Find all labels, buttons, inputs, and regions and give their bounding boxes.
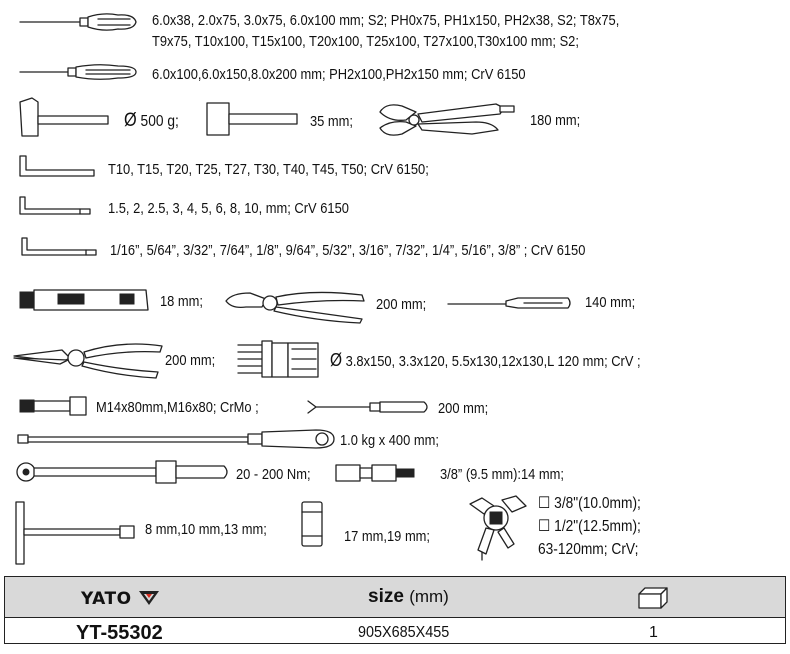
socket-bit-icon bbox=[18, 395, 90, 417]
hammer-icon bbox=[16, 96, 112, 140]
package-dimensions: 905X685X455 bbox=[358, 624, 450, 641]
hex-keys-mm-text: 1.5, 2, 2.5, 3, 4, 5, 6, 8, 10, mm; CrV 6150 bbox=[108, 200, 349, 217]
oil-filter-wrench-text-1: ☐ 3/8"(10.0mm); bbox=[538, 495, 641, 512]
diameter-symbol: Ø bbox=[124, 110, 137, 131]
screwdrivers-s2-text-2: T9x75, T10x100, T15x100, T20x100, T25x100, T27x100,T30x100 mm; S2; bbox=[152, 33, 579, 50]
t-handle-sizes-text: 8 mm,10 mm,13 mm; bbox=[145, 521, 267, 538]
socket-bits-text: M14x80mm,M16x80; CrMo ; bbox=[96, 399, 259, 416]
pick-tool-icon bbox=[306, 397, 432, 417]
precision-drivers-text: Ø 3.8x150, 3.3x120, 5.5x130,12x130,L 120 mm; CrV ; bbox=[330, 350, 641, 370]
universal-joint-text: 3/8” (9.5 mm):14 mm; bbox=[440, 466, 565, 483]
diameter-symbol: Ø bbox=[330, 350, 343, 370]
torque-wrench-icon bbox=[14, 458, 232, 486]
screwdrivers-crv-text: 6.0x100,6.0x150,8.0x200 mm; PH2x100,PH2x150 mm; CrV 6150 bbox=[152, 66, 526, 83]
hammer-weight-text: Ø 500 g; bbox=[124, 110, 179, 131]
oil-filter-wrench-text-3: 63-120mm; CrV; bbox=[538, 541, 639, 558]
spec-table bbox=[4, 576, 786, 644]
square-symbol: ☐ bbox=[538, 518, 551, 535]
spark-plug-sockets-text: 17 mm,19 mm; bbox=[344, 528, 431, 545]
locking-pliers-size-text: 180 mm; bbox=[530, 112, 581, 129]
package-quantity: 1 bbox=[649, 624, 658, 641]
awl-size-text: 140 mm; bbox=[585, 294, 636, 311]
combination-pliers-size-text: 200 mm; bbox=[376, 296, 427, 313]
oil-filter-wrench-text-2: ☐ 1/2"(12.5mm); bbox=[538, 518, 641, 535]
pick-tool-size-text: 200 mm; bbox=[438, 400, 489, 417]
hex-key-mm-icon bbox=[18, 195, 94, 217]
cutter-knife-icon bbox=[18, 286, 150, 316]
awl-icon bbox=[446, 292, 574, 314]
screwdriver-short-icon bbox=[18, 60, 138, 84]
screwdrivers-s2-text-1: 6.0x38, 2.0x75, 3.0x75, 6.0x100 mm; S2; PH0x75, PH1x150, PH2x38, S2; T8x75, bbox=[152, 12, 620, 29]
box-icon bbox=[637, 586, 669, 610]
brand-logo: YATO bbox=[81, 589, 160, 609]
chisel-icon bbox=[205, 101, 301, 137]
screwdriver-long-icon bbox=[18, 8, 138, 36]
snips-size-text: 200 mm; bbox=[165, 352, 216, 369]
locking-pliers-icon bbox=[376, 100, 518, 140]
yato-logo-mark bbox=[138, 590, 160, 606]
precision-drivers-icon bbox=[236, 339, 324, 379]
chisel-size-text: 35 mm; bbox=[310, 113, 354, 130]
hex-keys-inch-text: 1/16”, 5/64”, 3/32”, 7/64”, 1/8”, 9/64”, 5/32”, 3/16”, 7/32”, 1/4”, 5/16”, 3/8” ; CrV 6150 bbox=[110, 242, 586, 259]
size-column-header: size (mm) bbox=[368, 586, 449, 607]
torx-key-icon bbox=[18, 154, 98, 178]
universal-joint-icon bbox=[334, 462, 420, 484]
square-symbol: ☐ bbox=[538, 495, 551, 512]
torx-keys-text: T10, T15, T20, T25, T27, T30, T40, T45, T50; CrV 6150; bbox=[108, 161, 429, 178]
t-handle-wrench-icon bbox=[14, 500, 136, 568]
hex-key-inch-icon bbox=[20, 236, 100, 258]
combination-pliers-icon bbox=[222, 285, 370, 325]
spec-table-header bbox=[5, 577, 785, 618]
oil-filter-wrench-icon bbox=[464, 494, 532, 564]
spark-plug-socket-icon bbox=[298, 500, 326, 548]
cutter-knife-size-text: 18 mm; bbox=[160, 293, 204, 310]
snips-icon bbox=[12, 338, 164, 380]
torque-wrench-range-text: 20 - 200 Nm; bbox=[236, 466, 311, 483]
magnetic-pickup-icon bbox=[16, 426, 338, 452]
model-number: YT-55302 bbox=[76, 622, 163, 644]
magnetic-pickup-text: 1.0 kg x 400 mm; bbox=[340, 432, 439, 449]
